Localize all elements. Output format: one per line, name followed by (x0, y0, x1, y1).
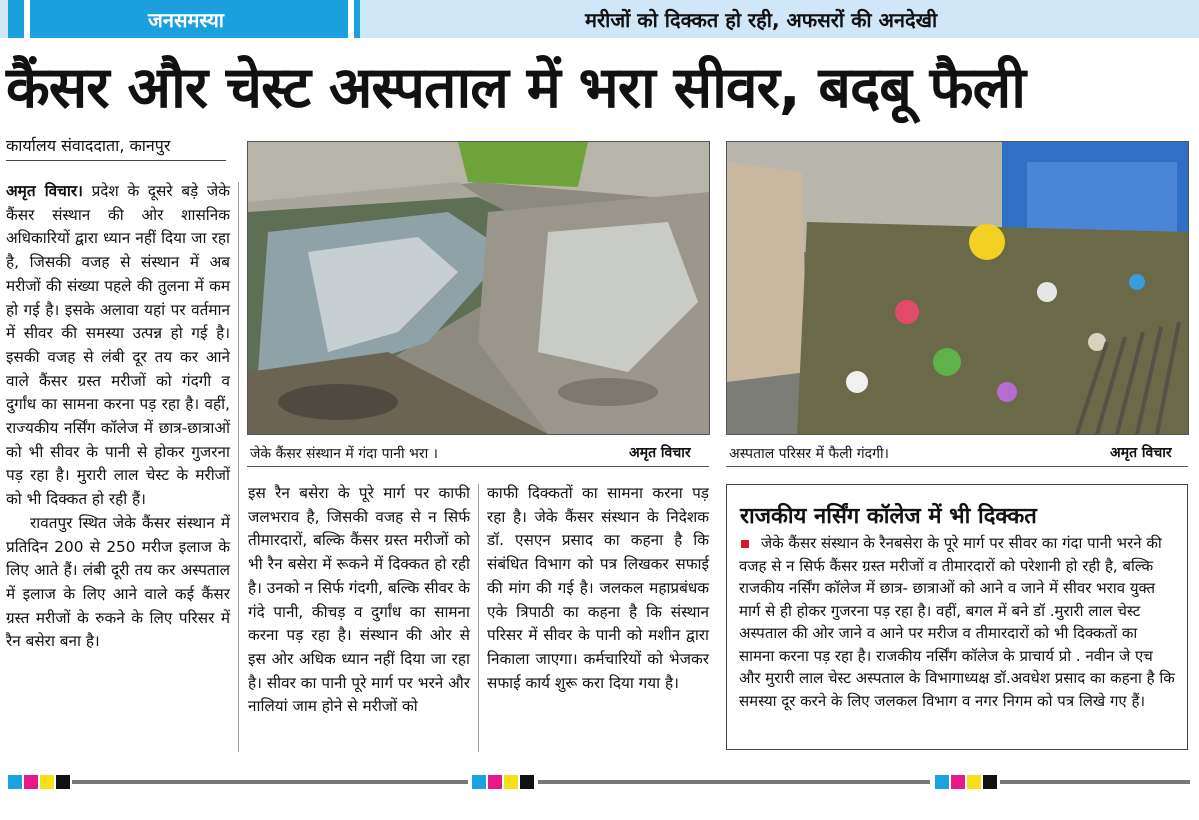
article-column-3: काफी दिक्कतों का सामना करना पड़ रहा है। जेके कैंसर संस्थान के निदेशक डॉ. एसएन प्रसाद का कहना है कि संबंधित विभाग को पत्र लिखकर सफाई की मांग की गई है। जलकल महाप्रबंधक एके त्रिपाठी का कहना है कि संस्थान परिसर में सीवर के पानी को मशीन द्वारा निकाला जाएगा। कर्मचारियों को भेजकर सफाई कार्य शुरू करा दिया गया है। (487, 484, 709, 692)
color-swatch (488, 775, 502, 789)
photo-waterlogging (247, 141, 710, 435)
article-paragraph (6, 180, 230, 512)
paragraph-text: प्रदेश के दूसरे बड़े जेके कैंसर संस्थान की ओर शासनिक अधिकारियों द्वारा ध्यान नहीं दिया जा रहा है, जिसकी वजह से संस्थान में अब मरीजों की संख्या पहले की तुलना में कम हो गई है। इसके अलावा यहां पर वर्तमान में सीवर की समस्या उत्पन्न हो गई है। इसकी वजह से लंबी दूर तय कर आने वाले कैंसर ग्रस्त मरीजों को गंदगी व दुर्गांध का सामना करना पड़ रहा है। वहीं, राज्यकीय नर्सिंग कॉलेज में छात्र-छात्राओं को भी सीवर के पानी से होकर गुजरना पड़ रहा है। मुरारी लाल चेस्ट के मरीजों को भी दिक्कत हो रही हैं। (6, 182, 231, 509)
header-divider (348, 0, 354, 38)
sidebar-text: जेके कैंसर संस्थान के रैनबसेरा के पूरे मार्ग पर सीवर का गंदा पानी भरने की वजह से न सिर्फ कैंसर ग्रस्त मरीजों व तीमारदारों को परेशानी हो रही है, बल्कि राजकीय नर्सिंग कॉलेज में छात्र- छात्राओं को आने व जाने में सीवर भराव युक्त मार्ग से ही होकर गुजरना पड़ रहा है। वहीं, बगल में बने डॉ .मुरारी लाल चेस्ट अस्पताल की ओर जाने व आने पर मरीज व तीमारदारों को भी दिक्कतों का सामना करना पड़ रहा है। राजकीय नर्सिंग कॉलेज के प्राचार्य प्रो . नवीन जे एच और मुरारी लाल चेस्ट अस्पताल के विभागाध्यक्ष डॉ.अवधेश प्रसाद का कहना है कि समस्या दूर करने के लिए जलकल विभाग व नगर निगम को पत्र लिखे गए हैं। (739, 534, 1175, 710)
photo-waterlogging-image (248, 142, 709, 434)
photo-caption: अस्पताल परिसर में फैली गंदगी। (729, 446, 889, 462)
caption-rule (247, 466, 709, 467)
color-swatch (967, 775, 981, 789)
color-swatch (504, 775, 518, 789)
color-swatch (951, 775, 965, 789)
photo-garbage (726, 141, 1189, 435)
section-tag-box (8, 0, 360, 38)
color-swatch (472, 775, 486, 789)
registration-line (538, 780, 930, 784)
article-paragraph: रावतपुर स्थित जेके कैंसर संस्थान में प्रतिदिन 200 से 250 मरीज इलाज के लिए आते हैं। लंबी दूरी तय कर अस्पताल में इलाज के लिए आने वाले कई कैंसर ग्रस्त मरीजों के रुकने के लिए परिसर में रैन बसेरा बना है। (6, 513, 230, 651)
color-swatch (935, 775, 949, 789)
photo-garbage-image (727, 142, 1188, 434)
bullet-icon (741, 540, 749, 548)
section-tag: जनसमस्या (148, 7, 224, 32)
color-swatch (56, 775, 70, 789)
article-column-2: इस रैन बसेरा के पूरे मार्ग पर काफी जलभराव है, जिसकी वजह से न सिर्फ तीमारदारों, बल्कि कैंसर ग्रस्त मरीजों को भी रैन बसेरा में रूकने में दिक्कत हो रही है। उनको न सिर्फ गंदगी, बल्कि सीवर के गंदे पानी, कीचड़ व दुर्गांध का सामना करना पड़ रहा है। संस्थान की ओर से इस ओर अधिक ध्यान नहीं दिया जा रहा है। सीवर का पानी पूरे मार्ग पर भरने और नालियां जाम होने से मरीजों को (248, 484, 470, 716)
color-swatch (24, 775, 38, 789)
sidebar-title: राजकीय नर्सिंग कॉलेज में भी दिक्कत (740, 504, 1037, 529)
registration-marks (472, 775, 534, 789)
column-divider (238, 182, 239, 752)
headline: कैंसर और चेस्ट अस्पताल में भरा सीवर, बदबू फैली (6, 55, 1025, 121)
dateline: अमृत विचार। (6, 182, 83, 200)
column-divider (478, 484, 479, 752)
photo-credit: अमृत विचार (1110, 445, 1172, 461)
article-column-1 (6, 180, 230, 654)
color-swatch (8, 775, 22, 789)
photo-caption: जेके कैंसर संस्थान में गंदा पानी भरा । (250, 446, 438, 462)
color-swatch (983, 775, 997, 789)
color-swatch (520, 775, 534, 789)
sidebar-text-block (739, 532, 1175, 712)
registration-marks (8, 775, 70, 789)
photo-credit: अमृत विचार (629, 445, 691, 461)
byline: कार्यालय संवाददाता, कानपुर (6, 134, 226, 161)
color-swatch (40, 775, 54, 789)
header-divider (24, 0, 30, 38)
registration-marks (935, 775, 997, 789)
caption-rule (726, 466, 1188, 467)
registration-line (72, 780, 468, 784)
registration-line (1000, 780, 1190, 784)
kicker: मरीजों को दिक्कत हो रही, अफसरों की अनदेखी (585, 8, 938, 32)
